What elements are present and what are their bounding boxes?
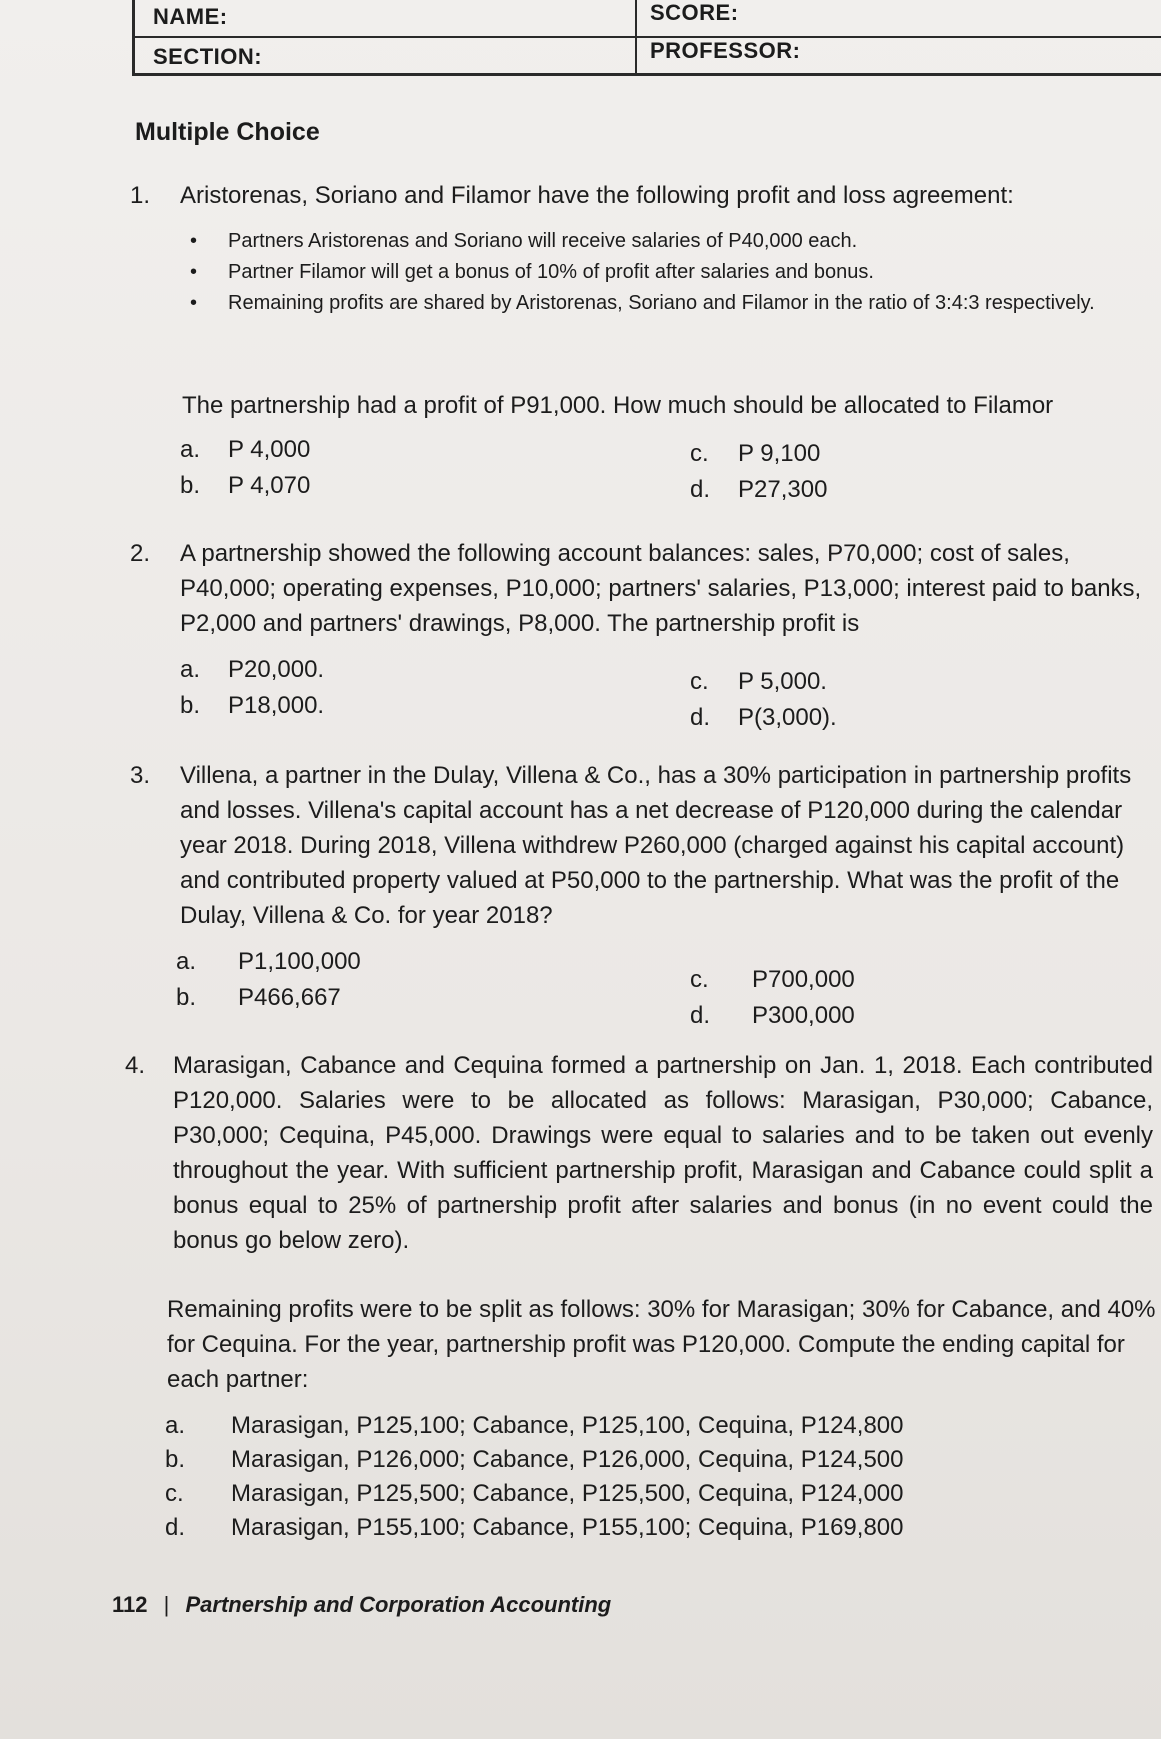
option-a[interactable]: a. P1,100,000 xyxy=(176,948,361,975)
bullet-icon: • xyxy=(190,230,198,252)
question-text: Villena, a partner in the Dulay, Villena & Co., has a 30% participation in partnership profits and losses. Villena's capital account has a net decrease of P120,000 during the calendar year 2018. During 2018, Villena withdrew P260,000 (charged against his capital account) and contributed property valued at P50,000 to the partnership. What was the profit of the Dulay, Villena & Co. for year 2018? xyxy=(180,762,1132,929)
option-c[interactable]: c. P 5,000. xyxy=(690,668,827,695)
question-number: 4. xyxy=(125,1052,146,1079)
question-number: 1. xyxy=(130,182,151,209)
score-label: SCORE: xyxy=(650,0,739,25)
option-b[interactable]: b. P18,000. xyxy=(180,692,325,719)
option-d[interactable]: d. P(3,000). xyxy=(690,704,837,731)
bullet-item: • Partners Aristorenas and Soriano will receive salaries of P40,000 each. xyxy=(190,226,1150,257)
header-row-divider xyxy=(135,36,1161,38)
question-4-continuation: Remaining profits were to be split as follows: 30% for Marasigan; 30% for Cabance, and 40% for Cequina. For the year, partnership profit was P120,000. Compute the ending capital for each partner: xyxy=(167,1296,1156,1393)
question-text: Marasigan, Cabance and Cequina formed a partnership on Jan. 1, 2018. Each contributed P120,000. Salaries were to be allocated as follows: Marasigan, P30,000; Cabance, P30,000; Cequina, P45,000. Drawings were equal to salaries and to be taken out evenly throughout the year. With sufficient partnership profit, Marasigan and Cabance could split a bonus equal to 25% of partnership profit after salaries and bonus (in no event could the bonus go below zero). xyxy=(173,1052,1153,1254)
question-number: 2. xyxy=(130,540,151,567)
option-a[interactable]: a. P20,000. xyxy=(180,656,325,683)
option-b[interactable]: b. Marasigan, P126,000; Cabance, P126,000, Cequina, P124,500 xyxy=(165,1446,904,1473)
professor-label: PROFESSOR: xyxy=(650,38,801,63)
question-number: 3. xyxy=(130,762,151,789)
bullet-icon: • xyxy=(190,261,198,283)
bullet-item: • Partner Filamor will get a bonus of 10% of profit after salaries and bonus. xyxy=(190,257,1150,288)
option-b[interactable]: b. P466,667 xyxy=(176,984,341,1011)
option-d[interactable]: d. Marasigan, P155,100; Cabance, P155,100; Cequina, P169,800 xyxy=(165,1514,904,1541)
page-footer xyxy=(112,1592,611,1618)
option-d[interactable]: d. P300,000 xyxy=(690,1002,855,1029)
section-title: Multiple Choice xyxy=(135,118,320,146)
option-b[interactable]: b. P 4,070 xyxy=(180,472,311,499)
option-a[interactable]: a. Marasigan, P125,100; Cabance, P125,100, Cequina, P124,800 xyxy=(165,1412,904,1439)
footer-separator: | xyxy=(163,1592,170,1617)
option-a[interactable]: a. P 4,000 xyxy=(180,436,311,463)
page-number: 112 xyxy=(112,1592,148,1617)
bullet-icon: • xyxy=(190,292,198,314)
option-c[interactable]: c. P 9,100 xyxy=(690,440,821,467)
section-label: SECTION: xyxy=(153,44,263,69)
option-c[interactable]: c. P700,000 xyxy=(690,966,855,993)
option-d[interactable]: d. P27,300 xyxy=(690,476,828,503)
question-1-prompt: The partnership had a profit of P91,000. How much should be allocated to Filamor xyxy=(182,392,1054,419)
question-text: A partnership showed the following account balances: sales, P70,000; cost of sales, P40,000; operating expenses, P10,000; partners' salaries, P13,000; interest paid to banks, P2,000 and partners' drawings, P8,000. The partnership profit is xyxy=(180,540,1142,637)
book-title: Partnership and Corporation Accounting xyxy=(185,1592,612,1617)
header-column-divider xyxy=(635,0,637,73)
bullet-list xyxy=(190,226,1150,319)
option-c[interactable]: c. Marasigan, P125,500; Cabance, P125,500, Cequina, P124,000 xyxy=(165,1480,904,1507)
question-text: Aristorenas, Soriano and Filamor have the following profit and loss agreement: xyxy=(180,182,1014,209)
header-table xyxy=(132,0,1161,76)
name-label: NAME: xyxy=(153,4,228,29)
bullet-item: • Remaining profits are shared by Aristorenas, Soriano and Filamor in the ratio of 3:4:3 respectively. xyxy=(190,288,1150,319)
